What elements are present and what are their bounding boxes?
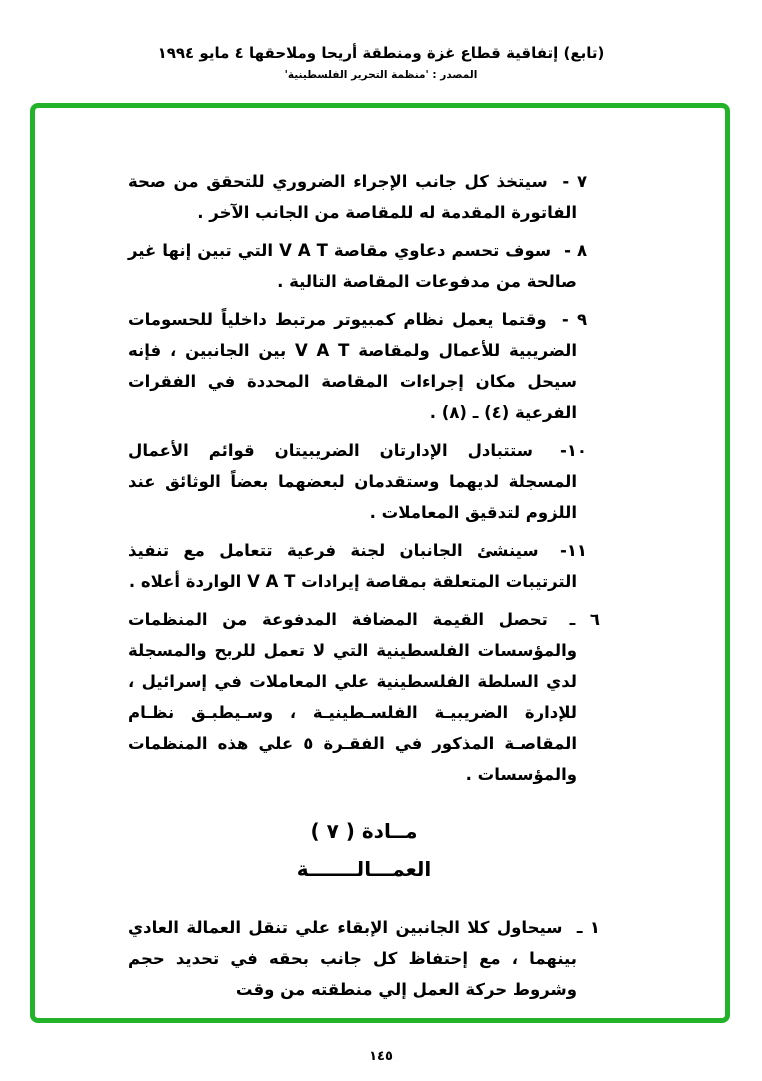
paragraph-text: تحصل القيمة المضافة المدفوعة من المنظمات والمؤسسات الفلسطينية التي لا تعمل للربح والمسجلة لدي السلطة الفلسطينية علي المعاملات في إسرائيل ، للإدارة الضريبيـة الفلسـطينيـة ، وسـيطبـق نظـام المقاصـة المذكور في الفقـرة ٥ علي هذه المنظمات والمؤسسات . — [128, 610, 577, 784]
clause-7 — [128, 166, 587, 228]
clause-number: ١٠- — [559, 441, 587, 460]
page-header — [0, 44, 762, 81]
clause-number: ١١- — [559, 541, 587, 560]
paragraph-number: ١ ـ — [576, 918, 600, 937]
clause-number: ٧ - — [562, 172, 588, 191]
paragraph-number: ٦ ـ — [569, 610, 600, 629]
clause-text: سينشئ الجانبان لجنة فرعية تتعامل مع تنفيذ الترتيبات المتعلقة بمقاصة إيرادات V A T الواردة أعلاه . — [128, 541, 577, 591]
paragraph-text: سيحاول كلا الجانبين الإبقاء علي تنقل العمالة العادي بينهما ، مع إحتفاظ كل جانب بحقه في تحديد حجم وشروط حركة العمل إلي منطقته من وقت — [128, 918, 577, 999]
article-subtitle: العمـــالـــــــة — [296, 857, 432, 881]
clause-9 — [128, 304, 587, 428]
article-title: مــادة ( ٧ ) — [310, 819, 418, 843]
clause-8 — [128, 235, 587, 297]
document-body — [128, 166, 600, 1012]
clause-11 — [128, 535, 587, 597]
article-7-heading — [128, 812, 600, 888]
clause-text: ستتبادل الإدارتان الضريبيتان قوائم الأعمال المسجلة لديهما وستقدمان لبعضهما بعضاً الوثائق عند اللزوم لتدقيق المعاملات . — [128, 441, 577, 522]
page-number: ١٤٥ — [369, 1049, 393, 1064]
paragraph-1 — [128, 912, 600, 1005]
document-title: (تابع) إتفاقية قطاع غزة ومنطقة أريحا وملاحقها ٤ مايو ١٩٩٤ — [157, 44, 605, 62]
clause-text: وقتما يعمل نظام كمبيوتر مرتبط داخلياً للحسومات الضريبية للأعمال ولمقاصة V A T بين الجانبين ، فإنه سيحل مكان إجراءات المقاصة المحددة في الفقرات الفرعية (٤) ـ (٨) . — [128, 310, 577, 422]
clause-10 — [128, 435, 587, 528]
document-source: المصدر : 'منظمة التحرير الفلسطينية' — [284, 69, 478, 81]
clause-text: سيتخذ كل جانب الإجراء الضروري للتحقق من صحة الفاتورة المقدمة له للمقاصة من الجانب الآخر . — [128, 172, 577, 222]
paragraph-6 — [128, 604, 600, 790]
clause-number: ٨ - — [564, 241, 588, 260]
clause-number: ٩ - — [561, 310, 588, 329]
clause-text: سوف تحسم دعاوي مقاصة V A T التي تبين إنها غير صالحة من مدفوعات المقاصة التالية . — [128, 241, 577, 291]
